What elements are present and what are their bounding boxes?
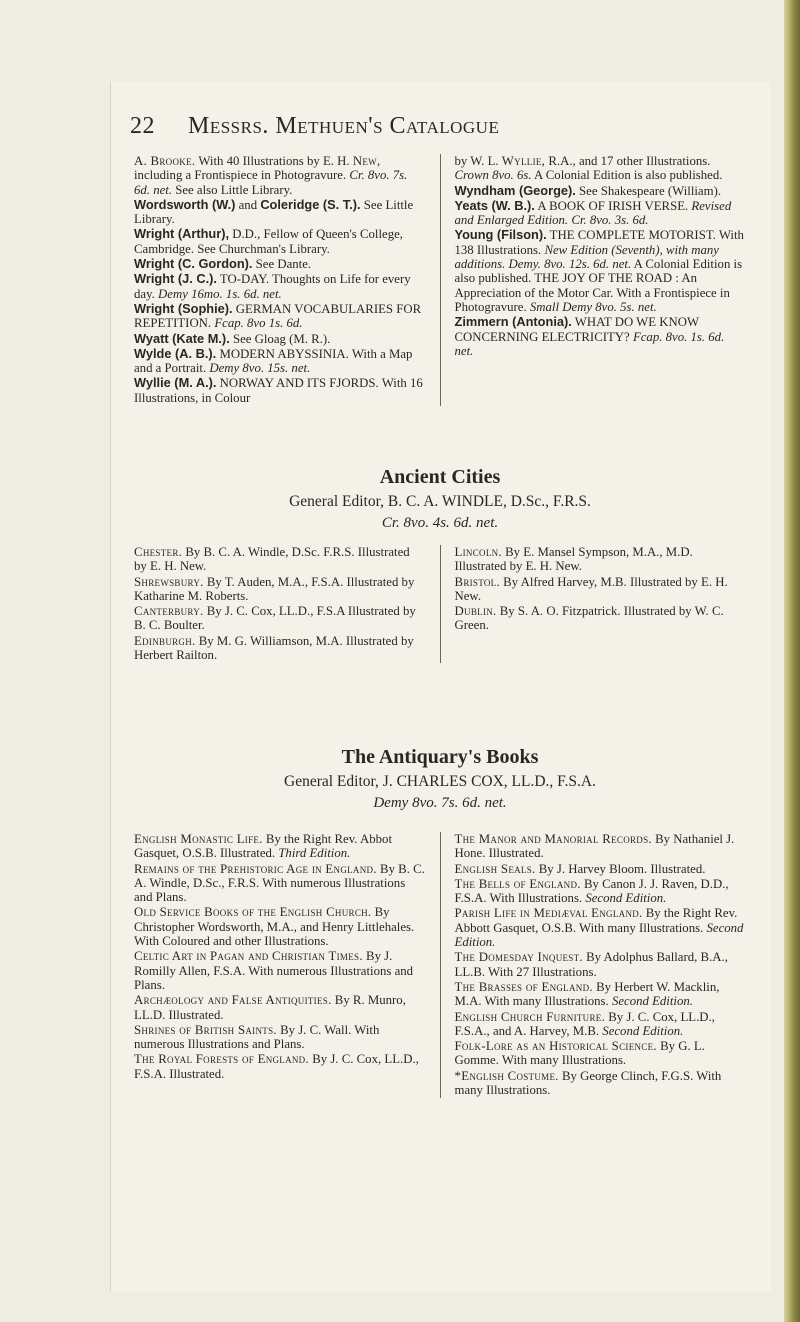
listing-entry: Bristol. By Alfred Harvey, M.B. Illustrated by E. H. New. xyxy=(454,574,728,603)
listing-entry: Shrines of British Saints. By J. C. Wall. With numerous Illustrations and Plans. xyxy=(134,1022,380,1052)
series-editor: General Editor, B. C. A. WINDLE, D.Sc., F.R.S. xyxy=(289,493,591,510)
antiquary-column-right xyxy=(441,832,747,1098)
listing-entry: Wyllie (M. A.). NORWAY AND ITS FJORDS. With 16 Illustrations, in Colour xyxy=(134,375,423,405)
listing-entry: A. Brooke. With 40 Illustrations by E. H. New, including a Frontispiece in Photogravure. Cr. 8vo. 7s. 6d. net. See also Little Library. xyxy=(134,154,408,197)
series-title: Ancient Cities xyxy=(379,466,501,488)
ancient-column-left xyxy=(134,545,441,663)
listing-entry: The Domesday Inquest. By Adolphus Ballard, B.A., LL.B. With 27 Illustrations. xyxy=(454,950,728,979)
listing-entry: by W. L. Wyllie, R.A., and 17 other Illustrations. Crown 8vo. 6s. A Colonial Edition is also published. xyxy=(454,154,723,183)
listing-entry: Folk-Lore as an Historical Science. By G. L. Gomme. With many Illustrations. xyxy=(454,1039,705,1068)
listing-entry: Wyatt (Kate M.). See Gloag (M. R.). xyxy=(134,330,331,346)
listing-entry: Edinburgh. By M. G. Williamson, M.A. Illustrated by Herbert Railton. xyxy=(134,633,414,663)
listing-entry: English Seals. By J. Harvey Bloom. Illustrated. xyxy=(454,861,706,876)
ancient-column-right xyxy=(441,545,747,663)
listing-entry: Old Service Books of the English Church. By Christopher Wordsworth, M.A., and Henry Littlehales. With Coloured and other Illustrations. xyxy=(134,905,415,949)
listing-entry: Archæology and False Antiquities. By R. Munro, LL.D. Illustrated. xyxy=(134,993,406,1022)
listing-entry: Wright (C. Gordon). See Dante. xyxy=(134,256,312,272)
listing-entry: Remains of the Prehistoric Age in England. By B. C. A. Windle, D.Sc., F.R.S. With numerous Illustrations and Plans. xyxy=(134,861,425,905)
listing-entry: Wright (Sophie). GERMAN VOCABULARIES FOR REPETITION. Fcap. 8vo 1s. 6d. xyxy=(134,300,422,331)
listing-entry: *English Costume. By George Clinch, F.G.S. With many Illustrations. xyxy=(454,1068,722,1098)
author-listing xyxy=(134,154,746,406)
listing-entry: Wright (Arthur), D.D., Fellow of Queen's College, Cambridge. See Churchman's Library. xyxy=(134,226,403,256)
listing-entry: English Monastic Life. By the Right Rev. Abbot Gasquet, O.S.B. Illustrated. Third Edition. xyxy=(134,832,392,861)
listing-entry: Zimmern (Antonia). WHAT DO WE KNOW CONCERNING ELECTRICITY? Fcap. 8vo. 1s. 6d. net. xyxy=(454,314,725,358)
antiquary-listing xyxy=(134,832,746,1098)
series-editor: General Editor, J. CHARLES COX, LL.D., F.S.A. xyxy=(284,773,596,790)
listing-entry: Lincoln. By E. Mansel Sympson, M.A., M.D. Illustrated by E. H. New. xyxy=(454,545,693,574)
catalogue-title: Messrs. Methuen's Catalogue xyxy=(188,113,500,139)
listing-entry: Wright (J. C.). TO-DAY. Thoughts on Life for every day. Demy 16mo. 1s. 6d. net. xyxy=(134,271,411,301)
listing-entry: The Brasses of England. By Herbert W. Macklin, M.A. With many Illustrations. Second Edition. xyxy=(454,979,720,1009)
antiquary-section xyxy=(110,746,770,812)
listing-entry: Wyndham (George). See Shakespeare (William). xyxy=(454,182,722,198)
page-edge xyxy=(784,0,800,1322)
listing-entry: Canterbury. By J. C. Cox, LL.D., F.S.A Illustrated by B. C. Boulter. xyxy=(134,604,416,633)
antiquary-column-left xyxy=(134,832,441,1098)
listing-entry: Chester. By B. C. A. Windle, D.Sc. F.R.S. Illustrated by E. H. New. xyxy=(134,545,410,574)
listing-entry: Celtic Art in Pagan and Christian Times. By J. Romilly Allen, F.S.A. With numerous Illustrations and Plans. xyxy=(134,949,414,992)
listing-entry: Yeats (W. B.). A BOOK OF IRISH VERSE. Revised and Enlarged Edition. Cr. 8vo. 3s. 6d. xyxy=(454,197,732,228)
listing-entry: Dublin. By S. A. O. Fitzpatrick. Illustrated by W. C. Green. xyxy=(454,604,724,633)
listing-entry: The Manor and Manorial Records. By Nathaniel J. Hone. Illustrated. xyxy=(454,832,735,861)
listing-entry: Parish Life in Mediæval England. By the Right Rev. Abbott Gasquet, O.S.B. With many Illustrations. Second Edition. xyxy=(454,906,744,950)
listing-entry: Shrewsbury. By T. Auden, M.A., F.S.A. Illustrated by Katharine M. Roberts. xyxy=(134,574,415,603)
ancient-cities-listing xyxy=(134,545,746,663)
listing-entry: The Bells of England. By Canon J. J. Raven, D.D., F.S.A. With Illustrations. Second Edition. xyxy=(454,876,729,906)
listing-entry: Wylde (A. B.). MODERN ABYSSINIA. With a Map and a Portrait. Demy 8vo. 15s. net. xyxy=(134,345,413,376)
series-price: Demy 8vo. 7s. 6d. net. xyxy=(373,795,507,811)
page-number: 22 xyxy=(130,113,155,139)
series-title: The Antiquary's Books xyxy=(341,746,539,768)
ancient-cities-section xyxy=(110,466,770,532)
listing-entry: Young (Filson). THE COMPLETE MOTORIST. With 138 Illustrations. New Edition (Seventh), with many additions. Demy. 8vo. 12s. 6d. net. A Colonial Edition is also published. THE JOY OF THE ROAD : An Appreciation of the Motor Car. With a Frontispiece in Photogravure. Small Demy 8vo. 5s. net. xyxy=(454,227,744,314)
listing-entry: English Church Furniture. By J. C. Cox, LL.D., F.S.A., and A. Harvey, M.B. Second Edition. xyxy=(454,1009,715,1038)
listing-entry: Wordsworth (W.) and Coleridge (S. T.). See Little Library. xyxy=(134,196,414,227)
series-price: Cr. 8vo. 4s. 6d. net. xyxy=(381,515,499,531)
running-header xyxy=(130,113,750,140)
author-column-left xyxy=(134,154,441,406)
author-column-right xyxy=(441,154,747,406)
listing-entry: The Royal Forests of England. By J. C. Cox, LL.D., F.S.A. Illustrated. xyxy=(134,1052,419,1081)
